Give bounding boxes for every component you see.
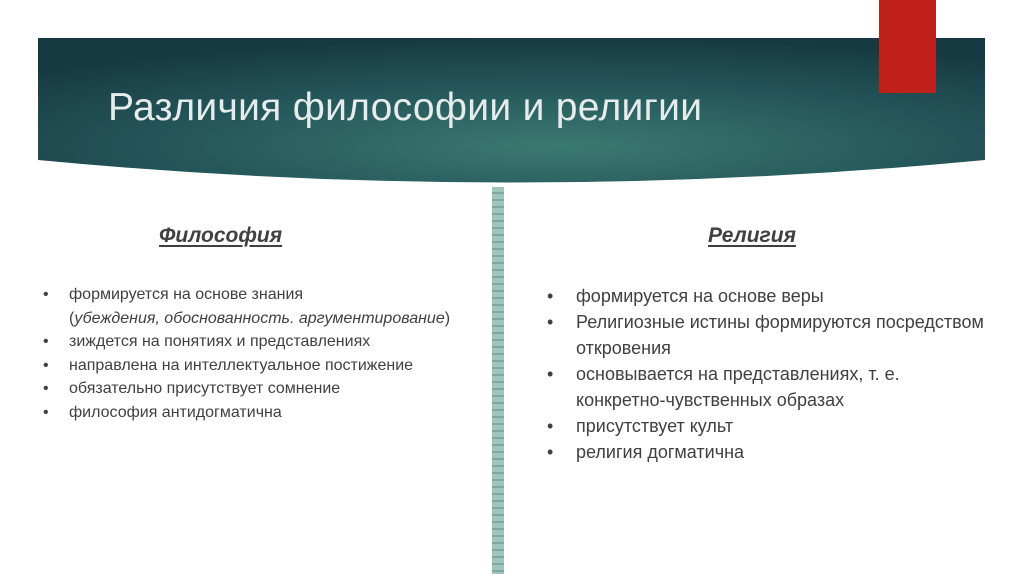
accent-red-block [879,0,936,93]
philosophy-list [43,283,469,424]
item-text: присутствует культ [576,416,734,436]
item-text: обязательно присутствует сомнение [69,380,341,397]
item-paren-open: ( [69,309,75,327]
religion-list [547,283,996,465]
bullet-marker: • [547,364,554,384]
bullet-marker: • [43,380,49,397]
list-item [43,283,469,330]
item-text: формируется на основе веры [576,286,824,306]
bullet-marker: • [547,442,554,462]
bullet-marker: • [547,286,554,306]
item-text: направлена на интеллектуальное постижение [69,356,414,374]
item-text: зиждется на понятиях и представлениях [69,333,371,350]
bullet-marker: • [43,333,49,350]
list-item [43,354,469,378]
bullet-marker: • [547,312,554,332]
item-text: философия антидогматична [69,403,282,421]
column-divider [492,187,504,574]
item-text: религия догматична [576,442,745,462]
item-text: основывается на представлениях, т. е. конкретно-чувственных образах [576,364,900,410]
item-text-italic: убеждения, обоснованность. аргументирование [74,309,445,327]
item-text: формируется на основе знания [69,286,304,303]
bullet-marker: • [43,403,49,421]
bullet-marker: • [43,286,49,303]
list-item [43,401,469,425]
list-item [43,377,469,401]
bullet-marker: • [43,356,49,374]
list-item [547,309,996,361]
item-paren-close: ) [444,309,451,327]
slide-title: Различия философии и религии [108,86,703,129]
list-item [547,283,996,309]
list-item [43,330,469,354]
item-text: Религиозные истины формируются посредством откровения [576,312,984,358]
list-item [547,413,996,439]
religion-heading: Религия [708,224,796,247]
list-item [547,439,996,465]
bullet-marker: • [547,416,554,436]
philosophy-heading: Философия [159,224,283,247]
list-item [547,361,956,413]
